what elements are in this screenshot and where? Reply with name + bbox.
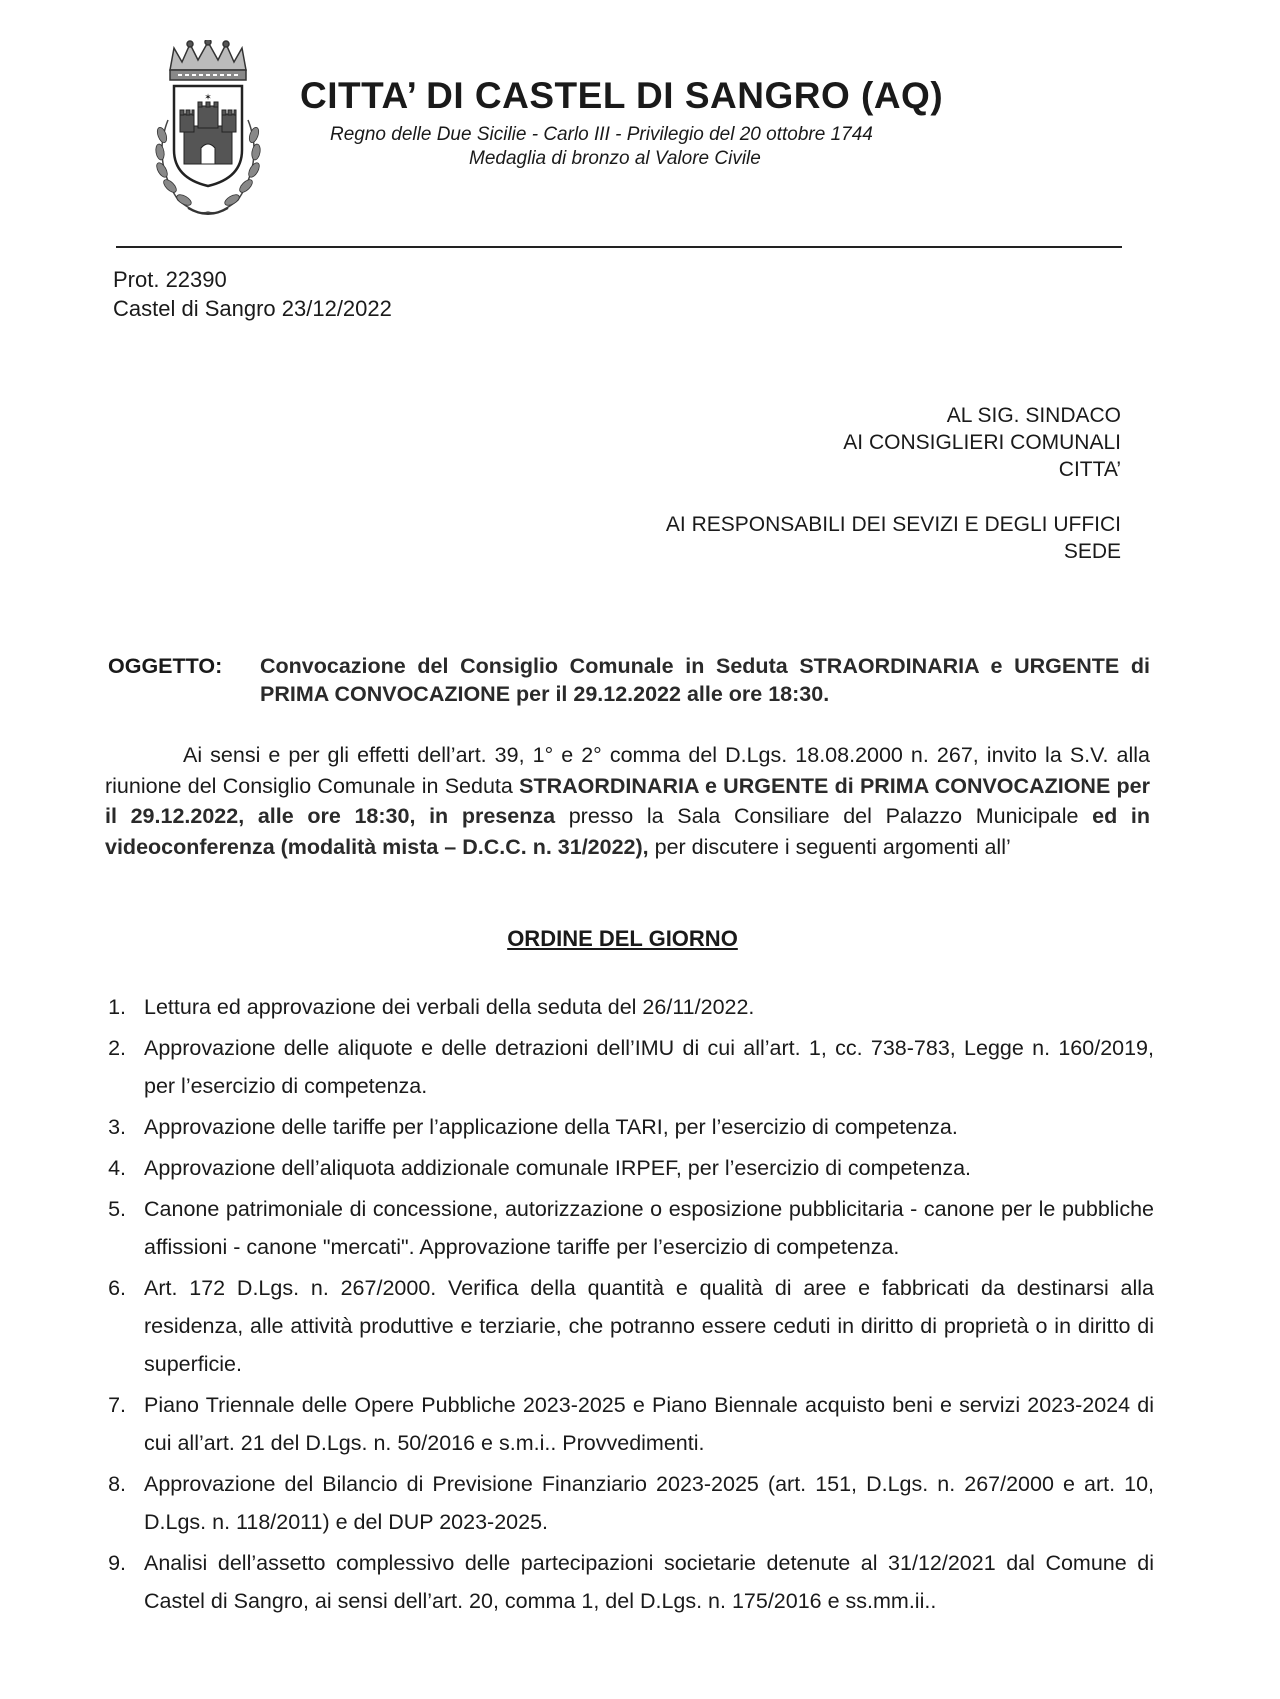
agenda-item-text: Approvazione dell’aliquota addizionale comunale IRPEF, per l’esercizio di competenza. bbox=[144, 1156, 972, 1180]
body-text bbox=[415, 804, 429, 828]
city-subtitle-history: Regno delle Due Sicilie - Carlo III - Privilegio del 20 ottobre 1744 bbox=[330, 124, 873, 145]
agenda-item-number: 6. bbox=[108, 1276, 126, 1300]
agenda-item bbox=[96, 1269, 1154, 1383]
body-text: Ai sensi e per gli effetti dell’art. 39, 1° e 2° comma del D.Lgs. 18.08.2000 n. 267, invito la S.V. alla riunione del Consiglio Comunale in Seduta bbox=[105, 743, 1150, 798]
agenda-item bbox=[96, 1190, 1154, 1266]
body-bold-presence: in presenza bbox=[429, 804, 556, 828]
agenda-item-number: 4. bbox=[108, 1156, 126, 1180]
agenda-item-text: Canone patrimoniale di concessione, autorizzazione o esposizione pubblicitaria - canone per le pubbliche affissioni - canone "mercati". Approvazione tariffe per l’esercizio di competenza. bbox=[144, 1197, 1154, 1259]
agenda-item-text: Approvazione del Bilancio di Previsione Finanziario 2023-2025 (art. 151, D.Lgs. n. 267/2000 e art. 10, D.Lgs. n. 118/2011) e del DUP 2023-2025. bbox=[144, 1472, 1154, 1534]
agenda-list bbox=[96, 988, 1154, 1623]
agenda-item-text: Approvazione delle tariffe per l’applicazione della TARI, per l’esercizio di competenza. bbox=[144, 1115, 958, 1139]
agenda-item bbox=[96, 988, 1154, 1026]
subject-text: Convocazione del Consiglio Comunale in Seduta STRAORDINARIA e URGENTE di PRIMA CONVOCAZIONE per il 29.12.2022 alle ore 18:30. bbox=[260, 654, 1150, 706]
agenda-item-number: 5. bbox=[108, 1197, 126, 1221]
agenda-item-number: 1. bbox=[108, 995, 126, 1019]
agenda-item bbox=[96, 1108, 1154, 1146]
recipient-mayor: AL SIG. SINDACO bbox=[946, 404, 1121, 427]
recipient-managers: AI RESPONSABILI DEI SEVIZI E DEGLI UFFICI bbox=[665, 513, 1121, 536]
agenda-item bbox=[96, 1149, 1154, 1187]
svg-text:✶: ✶ bbox=[204, 92, 212, 102]
city-title: CITTA’ DI CASTEL DI SANGRO (AQ) bbox=[300, 75, 944, 116]
agenda-item-text: Analisi dell’assetto complessivo delle partecipazioni societarie detenute al 31/12/2021 dal Comune di Castel di Sangro, ai sensi dell’art. 20, comma 1, del D.Lgs. n. 175/2016 e ss.mm.ii.. bbox=[144, 1551, 1154, 1613]
agenda-item-number: 9. bbox=[108, 1551, 126, 1575]
agenda-item-text: Piano Triennale delle Opere Pubbliche 2023-2025 e Piano Biennale acquisto beni e servizi 2023-2024 di cui all’art. 21 del D.Lgs. n. 50/2016 e s.m.i.. Provvedimenti. bbox=[144, 1393, 1154, 1455]
agenda-item bbox=[96, 1386, 1154, 1462]
agenda-item bbox=[96, 1465, 1154, 1541]
agenda-item-text: Art. 172 D.Lgs. n. 267/2000. Verifica della quantità e qualità di aree e fabbricati da destinarsi alla residenza, alle attività produttive e terziarie, che potranno essere ceduti in diritto di proprietà o in diritto di superficie. bbox=[144, 1276, 1154, 1376]
agenda-item-number: 2. bbox=[108, 1036, 126, 1060]
agenda-item bbox=[96, 1544, 1154, 1620]
protocol-block bbox=[113, 265, 392, 323]
agenda-item-text: Approvazione delle aliquote e delle detrazioni dell’IMU di cui all’art. 1, cc. 738-783, Legge n. 160/2019, per l’esercizio di competenza. bbox=[144, 1036, 1154, 1098]
agenda-item-number: 8. bbox=[108, 1472, 126, 1496]
protocol-number: Prot. 22390 bbox=[113, 267, 227, 292]
header-divider bbox=[116, 246, 1122, 248]
body-text: per discutere i seguenti argomenti all’ bbox=[648, 834, 1011, 859]
city-subtitle-medal: Medaglia di bronzo al Valore Civile bbox=[469, 148, 761, 169]
recipient-city: CITTA’ bbox=[1058, 458, 1121, 481]
body-bold-session: STRAORDINARIA e URGENTE di PRIMA CONVOCAZIONE per il 29.12.2022, alle ore 18:30, bbox=[105, 773, 1151, 828]
body-bold-videoconference: ed in videoconferenza (modalità mista – D.C.C. n. 31/2022), bbox=[105, 804, 1150, 859]
recipient-councillors: AI CONSIGLIERI COMUNALI bbox=[843, 431, 1121, 454]
subject-label: OGGETTO: bbox=[108, 654, 223, 678]
agenda-item-number: 3. bbox=[108, 1115, 126, 1139]
agenda-heading: ORDINE DEL GIORNO bbox=[507, 926, 738, 951]
recipient-seat: SEDE bbox=[1063, 540, 1121, 563]
body-paragraph bbox=[105, 740, 1150, 862]
recipients-block bbox=[666, 402, 1121, 565]
agenda-item-number: 7. bbox=[108, 1393, 126, 1417]
body-text: presso la Sala Consiliare del Palazzo Municipale bbox=[555, 804, 1093, 828]
protocol-place-date: Castel di Sangro 23/12/2022 bbox=[113, 296, 392, 321]
agenda-item-text: Lettura ed approvazione dei verbali della seduta del 26/11/2022. bbox=[144, 995, 755, 1019]
agenda-item bbox=[96, 1029, 1154, 1105]
city-crest-icon bbox=[138, 40, 278, 225]
